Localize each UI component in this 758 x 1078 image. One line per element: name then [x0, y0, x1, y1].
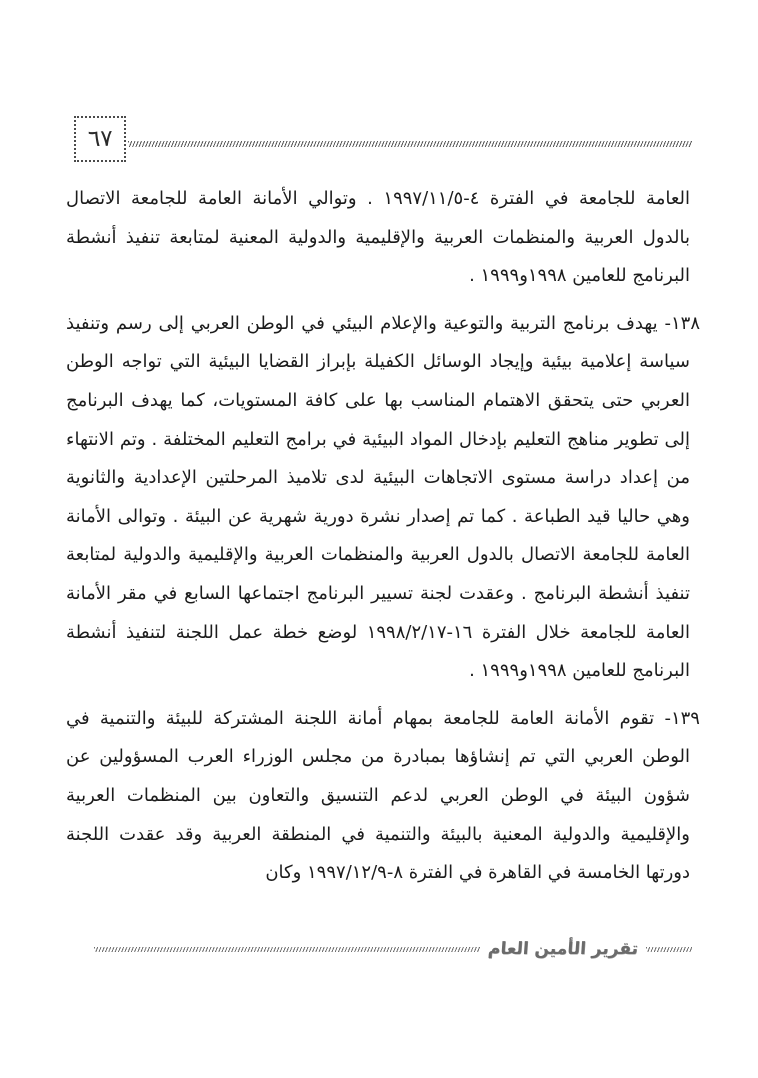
page-number-box [74, 116, 126, 162]
paragraph-138-number: ١٣٨- [664, 312, 700, 334]
paragraph-139-number: ١٣٩- [664, 707, 700, 729]
footer-running-title: تقرير الأمين العام [487, 939, 639, 959]
page-number: ٦٧ [87, 125, 113, 153]
header-rule [128, 141, 692, 147]
paragraph-continuation: العامة للجامعة في الفترة ٤-١٩٩٧/١١/٥ . وتوالي الأمانة العامة للجامعة الاتصال بالدول العربية والمنظمات العربية والإقليمية والدولية المعنية لمتابعة تنفيذ أنشطة البرنامج للعامين ١٩٩٨و١٩٩٩ . [66, 188, 690, 287]
document-body [66, 180, 700, 893]
paragraph-139-text: تقوم الأمانة العامة للجامعة بمهام أمانة اللجنة المشتركة للبيئة والتنمية في الوطن العربي التي تم إنشاؤها بمبادرة من مجلس الوزراء العرب المسؤولين عن شؤون البيئة في الوطن العربي لدعم التنسيق والتعاون بين المنظمات العربية والإقليمية والدولية المعنية بالبيئة والتنمية في المنطقة العربية وقد عقدت اللجنة دورتها الخامسة في القاهرة في الفترة ٨-١٩٩٧/١٢/٩ وكان [66, 707, 690, 884]
page-footer [94, 936, 692, 962]
footer-rule-end [646, 947, 692, 952]
paragraph-138-text: يهدف برنامج التربية والتوعية والإعلام البيئي في الوطن العربي إلى رسم وتنفيذ سياسة إعلامية بيئية وإيجاد الوسائل الكفيلة بإبراز القضايا البيئية التي تواجه الوطن العربي حتى يتحقق الاهتمام المناسب بها على كافة المستويات، كما يهدف البرنامج إلى تطوير مناهج التعليم بإدخال المواد البيئية في برامج التعليم المختلفة . وتم الانتهاء من إعداد دراسة مستوى الاتجاهات البيئية لدى تلاميذ المرحلتين الإعدادية والثانوية وهي حاليا قيد الطباعة . كما تم إصدار نشرة دورية شهرية عن البيئة . وتوالى الأمانة العامة للجامعة الاتصال بالدول العربية والمنظمات العربية والإقليمية والدولية لمتابعة تنفيذ أنشطة البرنامج . وعقدت لجنة تسيير البرنامج اجتماعها السابع في مقر الأمانة العامة للجامعة خلال الفترة ١٦-١٩٩٨/٢/١٧ لوضع خطة عمل اللجنة لتنفيذ أنشطة البرنامج للعامين ١٩٩٨و١٩٩٩ . [66, 312, 691, 682]
footer-rule [94, 947, 480, 952]
paragraph-138 [66, 305, 700, 691]
paragraph-139 [66, 700, 700, 893]
